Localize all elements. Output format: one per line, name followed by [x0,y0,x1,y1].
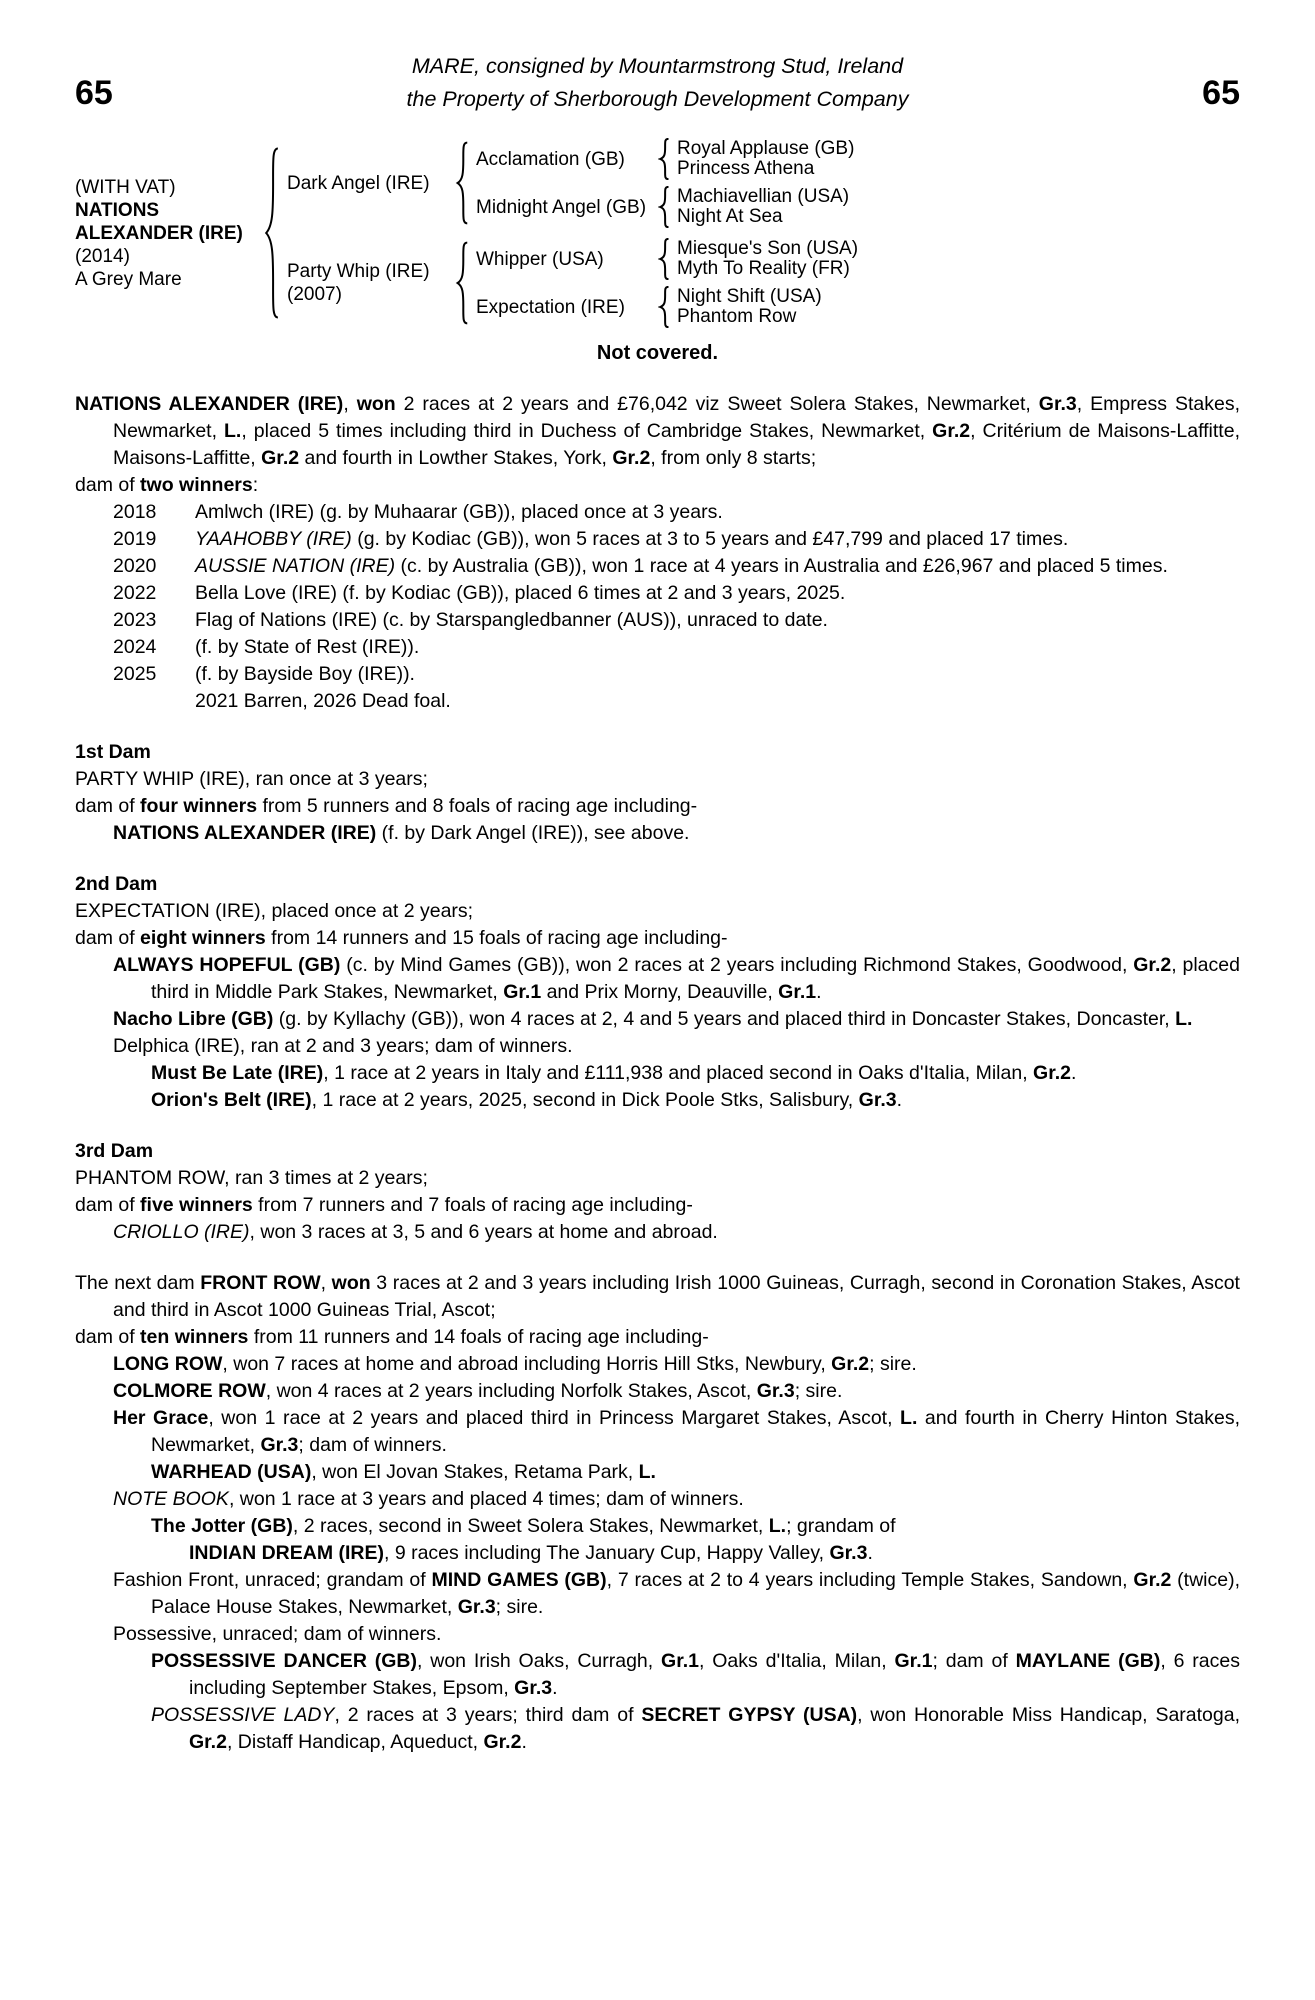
text-run: , [320,1272,332,1294]
produce-record-entry [75,607,1240,634]
text-run: dam of [75,795,141,817]
text-run: The next dam [75,1272,201,1294]
catalogue-paragraph [75,1060,1240,1087]
dam-section-heading: 2nd Dam [75,873,158,895]
brace-icon [658,286,670,328]
text-run: . [816,981,822,1003]
subject-horse-block [75,176,263,291]
text-run: , 1 race at 2 years, 2025, second in Dick Poole Stks, Salisbury, [311,1089,859,1111]
page-header [0,0,1315,116]
text-run: , won Honorable Miss Handicap, Saratoga, [857,1704,1241,1726]
grandparent-row [469,138,854,180]
produce-record-text [195,553,1240,580]
text-run: . [552,1677,558,1699]
text-run: . [867,1542,873,1564]
text-run: Gr.2 [831,1353,870,1375]
subject-color-sex: A Grey Mare [75,268,182,290]
catalogue-paragraph [75,391,1240,472]
text-run: Gr.3 [1038,393,1077,415]
text-run: , [343,393,357,415]
text-run: YAAHOBBY (IRE) [195,528,352,550]
text-run: SECRET GYPSY (USA) [641,1704,858,1726]
produce-record-text [195,688,1240,715]
text-run: 2 races at 2 years and £76,042 viz Sweet Solera Stakes, Newmarket, [395,393,1039,415]
catalogue-paragraph [75,766,1240,793]
text-run: Her Grace [113,1407,209,1429]
text-run: and Prix Morny, Deauville, [541,981,779,1003]
text-run: Bella Love (IRE) (f. by Kodiac (GB)), placed 6 times at 2 and 3 years, 2025. [195,582,846,604]
text-run: NOTE BOOK [113,1488,229,1510]
vat-note: (WITH VAT) [75,176,176,198]
produce-record-text [195,526,1240,553]
text-run: and fourth in Cherry Hinton Stakes, Newmarket, [151,1407,1241,1456]
text-run: POSSESSIVE LADY [151,1704,335,1726]
text-run: , won 1 race at 3 years and placed 4 times; dam of winners. [228,1488,744,1510]
great-grandparent-name: Phantom Row [677,306,797,327]
text-run: ; grandam of [786,1515,896,1537]
great-grandparents [670,239,858,279]
text-run: 2021 Barren, 2026 Dead foal. [195,690,451,712]
text-run: EXPECTATION (IRE), placed once at 2 years; [75,900,474,922]
text-run: Gr.2 [1133,954,1172,976]
catalogue-paragraph [75,1513,1240,1540]
text-run: . [521,1731,527,1753]
produce-record-entry [75,553,1240,580]
text-run: (c. by Mind Games (GB)), won 2 races at 2 years including Richmond Stakes, Goodwood, [340,954,1134,976]
catalogue-paragraph [75,1351,1240,1378]
catalogue-paragraph [75,1219,1240,1246]
text-run: Amlwch (IRE) (g. by Muhaarar (GB)), placed once at 3 years. [195,501,723,523]
catalogue-paragraph [75,1378,1240,1405]
granddam-name: Midnight Angel (GB) [476,196,647,218]
subject-year-foaled: (2014) [75,245,130,267]
text-run: CRIOLLO (IRE) [113,1221,250,1243]
produce-record-entry [75,688,1240,715]
text-run: Gr.2 [261,447,300,469]
brace-icon [658,138,670,180]
text-run: won [356,393,396,415]
dam-year: (2007) [287,284,342,305]
text-run: COLMORE ROW [113,1380,266,1402]
sire-name-block [280,172,455,195]
text-run: (twice), Palace House Stakes, Newmarket, [151,1569,1240,1618]
produce-record-text [195,580,1240,607]
text-run: Gr.3 [858,1089,897,1111]
text-run: Delphica (IRE), ran at 2 and 3 years; dam of winners. [113,1035,573,1057]
text-run: , 2 races at 3 years; third dam of [334,1704,642,1726]
produce-record-entry [75,499,1240,526]
catalogue-paragraph [75,1702,1240,1756]
text-run: L. [1175,1008,1193,1030]
subject-horse-name: NATIONS ALEXANDER (IRE) [75,199,243,244]
text-run: , placed third in Middle Park Stakes, Newmarket, [151,954,1240,1003]
catalogue-paragraph [75,1459,1240,1486]
text-run: LONG ROW [113,1353,223,1375]
text-run: MAYLANE (GB) [1015,1650,1161,1672]
granddam-name: Expectation (IRE) [476,296,625,318]
brace-icon [263,145,280,321]
text-run: Gr.1 [894,1650,933,1672]
text-run: Gr.2 [483,1731,522,1753]
text-run: won [331,1272,371,1294]
dam-section-heading: 1st Dam [75,741,151,763]
section-gap [75,1246,1240,1270]
text-run: dam of [75,1194,141,1216]
text-run: Gr.1 [778,981,817,1003]
dam-name: Party Whip (IRE) [287,261,430,282]
section-gap [75,715,1240,739]
produce-record-entry [75,526,1240,553]
great-grandparent-name: Machiavellian (USA) [677,186,850,207]
section-gap [75,1114,1240,1138]
text-run: Gr.2 [1133,1569,1172,1591]
text-run: , won 4 races at 2 years including Norfolk Stakes, Ascot, [265,1380,757,1402]
text-run: , Distaff Handicap, Aqueduct, [226,1731,484,1753]
text-run: : [252,474,259,496]
text-run: L. [638,1461,656,1483]
produce-record-text [195,607,1240,634]
great-grandparent-name: Royal Applause (GB) [677,138,855,159]
great-grandparents [670,287,822,327]
text-run: , placed 5 times including third in Duchess of Cambridge Stakes, Newmarket, [241,420,933,442]
catalogue-paragraph [75,1087,1240,1114]
text-run: ; dam of winners. [298,1434,447,1456]
catalogue-paragraph [75,1486,1240,1513]
pedigree-table [75,138,1315,328]
brace-icon [455,241,469,325]
text-run: L. [768,1515,787,1537]
catalogue-paragraph [75,1006,1240,1033]
covering-status: Not covered. [596,342,719,364]
text-run: AUSSIE NATION (IRE) [195,555,396,577]
catalogue-paragraph [75,952,1240,1006]
text-run: PARTY WHIP (IRE), ran once at 3 years; [75,768,428,790]
text-run: , from only 8 starts; [650,447,817,469]
text-run: ten winners [140,1326,249,1348]
foal-year: 2019 [113,528,157,550]
text-run: Gr.3 [514,1677,553,1699]
grandparent-row [469,238,858,280]
text-run: from 7 runners and 7 foals of racing age including- [252,1194,693,1216]
dam-branch [280,238,858,328]
text-run: MIND GAMES (GB) [431,1569,607,1591]
brace-icon [658,238,670,280]
property-line: the Property of Sherborough Development Company [406,87,909,111]
lot-number-left: 65 [75,74,113,112]
text-run: FRONT ROW [200,1272,321,1294]
catalogue-paragraph [75,898,1240,925]
great-grandparent-name: Miesque's Son (USA) [677,238,859,259]
catalogue-paragraph [75,1567,1240,1621]
text-run: NATIONS ALEXANDER (IRE) [113,822,377,844]
catalogue-paragraph [75,1324,1240,1351]
text-run: dam of [75,1326,141,1348]
text-run: two winners [140,474,253,496]
text-run: eight winners [140,927,266,949]
text-run: Nacho Libre (GB) [113,1008,274,1030]
consignor-line: MARE, consigned by Mountarmstrong Stud, Ireland [411,54,904,78]
text-run: Flag of Nations (IRE) (c. by Starspangledbanner (AUS)), unraced to date. [195,609,828,631]
sire-name: Dark Angel (IRE) [287,172,430,194]
lot-number-right: 65 [1202,74,1240,112]
foal-year: 2022 [113,582,157,604]
foal-year: 2020 [113,555,157,577]
grandsire-name: Acclamation (GB) [476,148,625,170]
text-run: ; dam of [932,1650,1016,1672]
text-run: Possessive, unraced; dam of winners. [113,1623,442,1645]
text-run: L. [224,420,242,442]
text-run: , 6 races including September Stakes, Epsom, [189,1650,1240,1699]
text-run: Must Be Late (IRE) [151,1062,324,1084]
brace-icon [658,186,670,228]
dam-name-block [280,260,455,306]
catalogue-paragraph [75,1405,1240,1459]
produce-record-entry [75,634,1240,661]
great-grandparent-name: Night At Sea [677,206,783,227]
text-run: (g. by Kyllachy (GB)), won 4 races at 2, 4 and 5 years and placed third in Doncaster Stakes, Doncaster, [273,1008,1176,1030]
text-run: Gr.3 [260,1434,299,1456]
produce-record-entry [75,661,1240,688]
text-run: Gr.3 [756,1380,795,1402]
text-run: , 2 races, second in Sweet Solera Stakes, Newmarket, [292,1515,769,1537]
text-run: Gr.2 [189,1731,227,1753]
text-run: from 14 runners and 15 foals of racing age including- [265,927,728,949]
text-run: ; sire. [495,1596,544,1618]
catalogue-paragraph [75,820,1240,847]
text-run: , won El Jovan Stakes, Retama Park, [311,1461,639,1483]
great-grandparents [670,139,854,179]
catalogue-paragraph [75,1165,1240,1192]
foal-year: 2025 [113,663,157,685]
text-run: ; sire. [794,1380,843,1402]
text-run: . [896,1089,903,1111]
grandparent-row [469,186,854,228]
produce-record-text [195,661,1240,688]
catalogue-paragraph [75,472,1240,499]
grandparent-row [469,286,858,328]
text-run: Gr.1 [503,981,542,1003]
text-run: from 5 runners and 8 foals of racing age including- [257,795,698,817]
text-run: Orion's Belt (IRE) [151,1089,312,1111]
text-run: Gr.3 [829,1542,868,1564]
catalogue-body [75,391,1240,1756]
sire-branch [280,138,858,228]
text-run: WARHEAD (USA) [151,1461,312,1483]
catalogue-paragraph [75,1648,1240,1702]
section-gap [75,847,1240,871]
text-run: L. [900,1407,918,1429]
text-run: , Critérium de Maisons-Laffitte, Maisons-Laffitte, [113,420,1240,469]
catalogue-paragraph [75,1621,1240,1648]
great-grandparent-name: Myth To Reality (FR) [677,258,850,279]
produce-record-text [195,499,1240,526]
text-run: Gr.1 [661,1650,699,1672]
text-run: Fashion Front, unraced; grandam of [113,1569,432,1591]
great-grandparents [670,187,849,227]
text-run: (g. by Kodiac (GB)), won 5 races at 3 to 5 years and £47,799 and placed 17 times. [351,528,1069,550]
text-run: 3 races at 2 and 3 years including Irish 1000 Guineas, Curragh, second in Coronation Stakes, Ascot and third in Ascot 1000 Guineas Trial, Ascot; [113,1272,1240,1321]
catalogue-paragraph [75,1033,1240,1060]
text-run: , 9 races including The January Cup, Happy Valley, [384,1542,830,1564]
produce-record-entry [75,580,1240,607]
text-run: The Jotter (GB) [151,1515,293,1537]
text-run: dam of [75,927,141,949]
foal-year [113,688,195,715]
text-run: from 11 runners and 14 foals of racing age including- [248,1326,709,1348]
catalogue-paragraph [75,1540,1240,1567]
catalogue-paragraph [75,925,1240,952]
foal-year: 2018 [113,501,157,523]
text-run: (c. by Australia (GB)), won 1 race at 4 years in Australia and £26,967 and placed 5 times. [395,555,1168,577]
text-run: and fourth in Lowther Stakes, York, [299,447,613,469]
foal-year: 2024 [113,636,157,658]
text-run: . [1070,1062,1077,1084]
grandsire-name: Whipper (USA) [476,248,604,270]
catalogue-paragraph [75,793,1240,820]
text-run: Gr.2 [932,420,971,442]
produce-record-text [195,634,1240,661]
text-run: , Oaks d'Italia, Milan, [699,1650,895,1672]
text-run: (f. by State of Rest (IRE)). [195,636,420,658]
text-run: , won Irish Oaks, Curragh, [416,1650,662,1672]
catalogue-paragraph [75,1270,1240,1324]
text-run: Gr.2 [1033,1062,1071,1084]
text-run: , Empress Stakes, Newmarket, [113,393,1241,442]
text-run: five winners [140,1194,253,1216]
great-grandparent-name: Princess Athena [677,158,815,179]
great-grandparent-name: Night Shift (USA) [677,286,822,307]
text-run: PHANTOM ROW, ran 3 times at 2 years; [75,1167,428,1189]
text-run: , won 7 races at home and abroad including Horris Hill Stks, Newbury, [222,1353,832,1375]
text-run: , 7 races at 2 to 4 years including Temple Stakes, Sandown, [606,1569,1134,1591]
consignment-header [170,50,1145,116]
text-run: INDIAN DREAM (IRE) [189,1542,384,1564]
text-run: dam of [75,474,141,496]
text-run: four winners [140,795,258,817]
text-run: Gr.2 [612,447,651,469]
text-run: NATIONS ALEXANDER (IRE) [75,393,344,415]
text-run: (f. by Dark Angel (IRE)), see above. [376,822,690,844]
text-run: ALWAYS HOPEFUL (GB) [113,954,341,976]
text-run: , 1 race at 2 years in Italy and £111,938 and placed second in Oaks d'Italia, Milan, [323,1062,1034,1084]
text-run: , won 3 races at 3, 5 and 6 years at home and abroad. [249,1221,718,1243]
foal-year: 2023 [113,609,157,631]
brace-icon [455,141,469,225]
text-run: , won 1 race at 2 years and placed third in Princess Margaret Stakes, Ascot, [208,1407,901,1429]
dam-section-heading: 3rd Dam [75,1140,154,1162]
catalogue-paragraph [75,1192,1240,1219]
text-run: (f. by Bayside Boy (IRE)). [195,663,415,685]
text-run: ; sire. [869,1353,917,1375]
text-run: Gr.3 [457,1596,496,1618]
text-run: POSSESSIVE DANCER (GB) [151,1650,417,1672]
